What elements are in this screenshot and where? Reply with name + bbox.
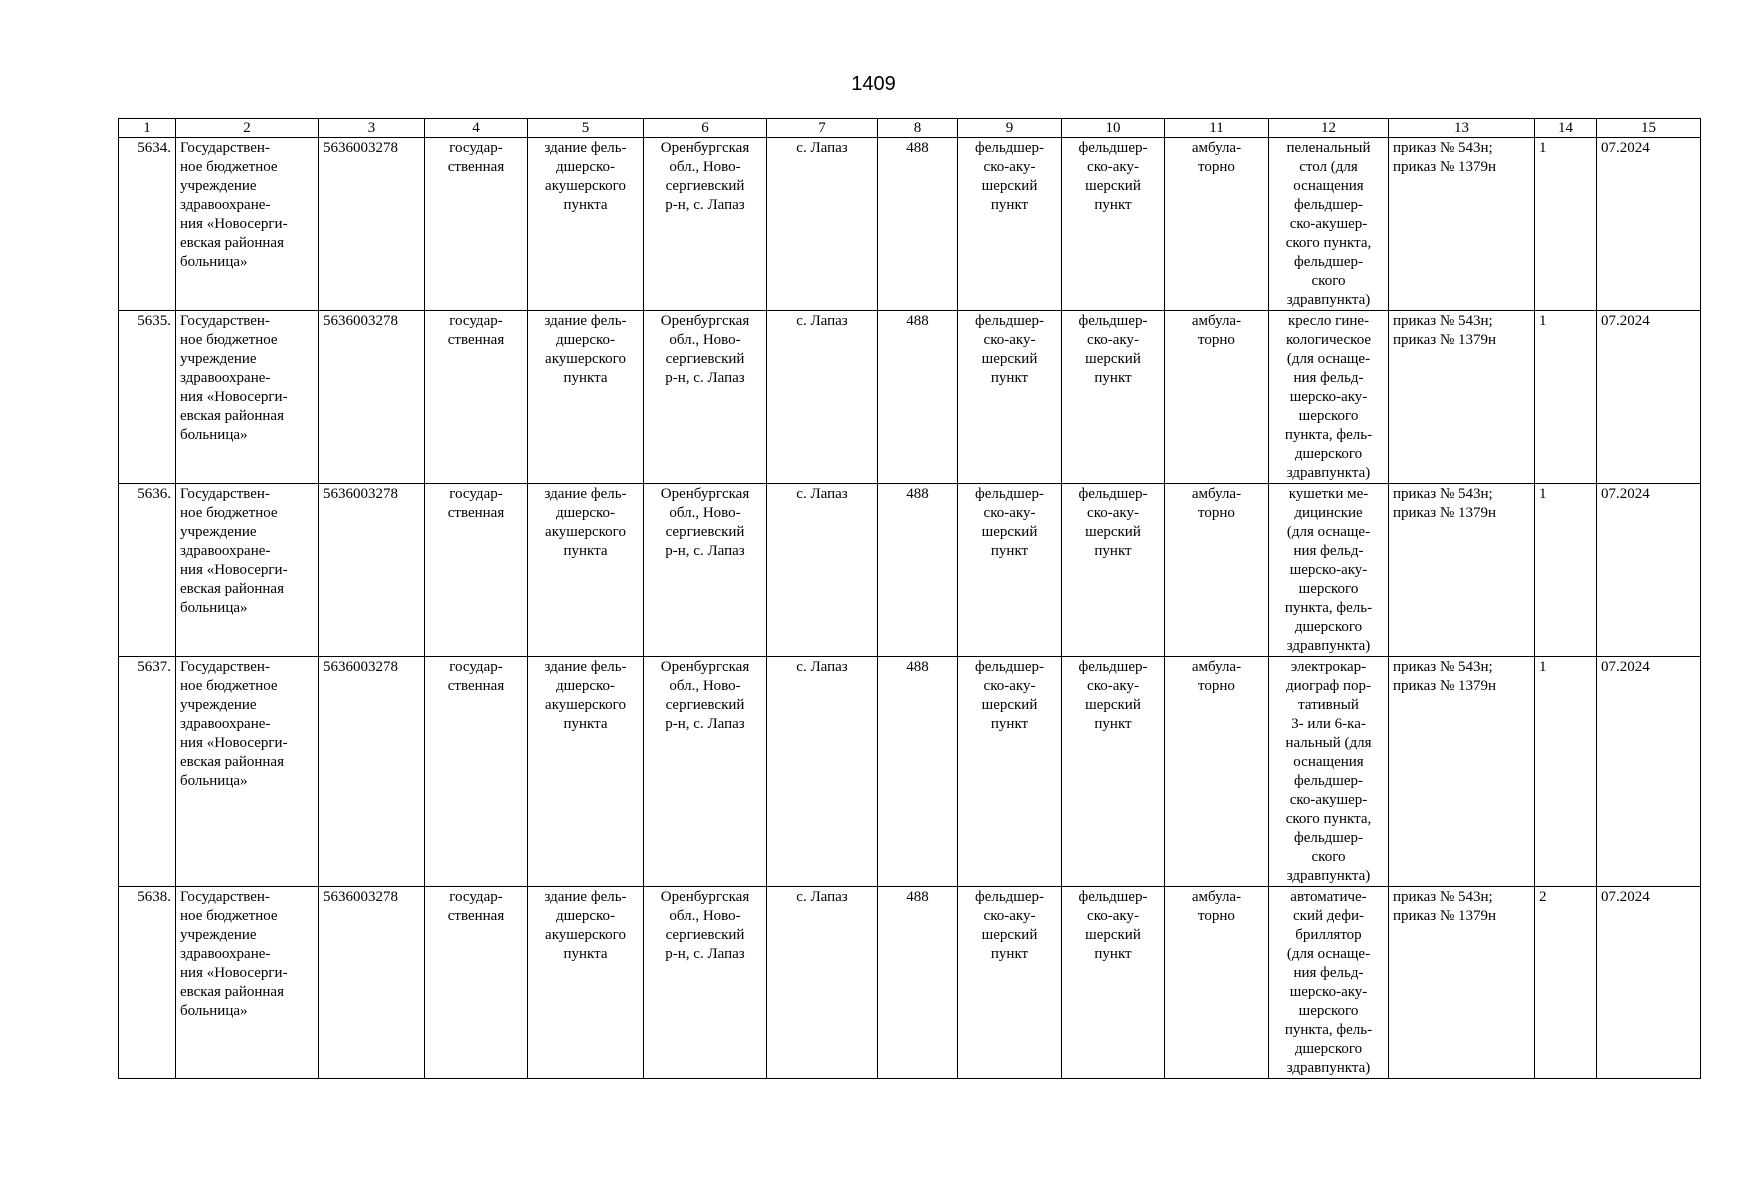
column-header: 13 (1389, 119, 1535, 138)
equipment-cell: автоматиче- ский дефи- бриллятор (для оснаще- ния фельд- шерско-аку- шерского пункта, фель- дшерского здравпункта) (1269, 887, 1389, 1079)
row-number: 5635. (119, 311, 176, 484)
ownership-cell: государ- ственная (425, 138, 528, 311)
column-header: 7 (767, 119, 878, 138)
equipment-cell: пеленальный стол (для оснащения фельдшер- ско-акушер- ского пункта, фельдшер- ского здравпункта) (1269, 138, 1389, 311)
inn-cell: 5636003278 (319, 657, 425, 887)
unit-type-cell: фельдшер- ско-аку- шерский пункт (1062, 887, 1165, 1079)
row-number: 5636. (119, 484, 176, 657)
table-row (119, 138, 1701, 311)
code-cell: 488 (878, 484, 958, 657)
care-mode-cell: амбула- торно (1165, 887, 1269, 1079)
orders-cell: приказ № 543н; приказ № 1379н (1389, 311, 1535, 484)
settlement-cell: с. Лапаз (767, 657, 878, 887)
equipment-registry-table (118, 118, 1701, 1079)
column-number-row (119, 119, 1701, 138)
orders-cell: приказ № 543н; приказ № 1379н (1389, 484, 1535, 657)
organization-name: Государствен- ное бюджетное учреждение здравоохране- ния «Новосерги- евская районная больница» (176, 484, 319, 657)
unit-cell: фельдшер- ско-аку- шерский пункт (958, 887, 1062, 1079)
row-number: 5638. (119, 887, 176, 1079)
equipment-cell: кушетки ме- дицинские (для оснаще- ния фельд- шерско-аку- шерского пункта, фель- дшерского здравпункта) (1269, 484, 1389, 657)
column-header: 5 (528, 119, 644, 138)
column-header: 10 (1062, 119, 1165, 138)
address-cell: Оренбургская обл., Ново- сергиевский р-н, с. Лапаз (644, 138, 767, 311)
table-row (119, 887, 1701, 1079)
organization-name: Государствен- ное бюджетное учреждение здравоохране- ния «Новосерги- евская районная больница» (176, 138, 319, 311)
column-header: 15 (1597, 119, 1701, 138)
code-cell: 488 (878, 657, 958, 887)
address-cell: Оренбургская обл., Ново- сергиевский р-н, с. Лапаз (644, 484, 767, 657)
column-header: 9 (958, 119, 1062, 138)
orders-cell: приказ № 543н; приказ № 1379н (1389, 887, 1535, 1079)
date-cell: 07.2024 (1597, 887, 1701, 1079)
care-mode-cell: амбула- торно (1165, 657, 1269, 887)
address-cell: Оренбургская обл., Ново- сергиевский р-н, с. Лапаз (644, 311, 767, 484)
quantity-cell: 1 (1535, 311, 1597, 484)
settlement-cell: с. Лапаз (767, 484, 878, 657)
column-header: 1 (119, 119, 176, 138)
column-header: 2 (176, 119, 319, 138)
care-mode-cell: амбула- торно (1165, 138, 1269, 311)
code-cell: 488 (878, 311, 958, 484)
organization-name: Государствен- ное бюджетное учреждение здравоохране- ния «Новосерги- евская районная больница» (176, 887, 319, 1079)
table-row (119, 311, 1701, 484)
unit-cell: фельдшер- ско-аку- шерский пункт (958, 138, 1062, 311)
building-cell: здание фель- дшерско- акушерского пункта (528, 484, 644, 657)
ownership-cell: государ- ственная (425, 484, 528, 657)
ownership-cell: государ- ственная (425, 887, 528, 1079)
equipment-cell: кресло гине- кологическое (для оснаще- ния фельд- шерско-аку- шерского пункта, фель- дшерского здравпункта) (1269, 311, 1389, 484)
settlement-cell: с. Лапаз (767, 138, 878, 311)
inn-cell: 5636003278 (319, 311, 425, 484)
row-number: 5637. (119, 657, 176, 887)
column-header: 12 (1269, 119, 1389, 138)
address-cell: Оренбургская обл., Ново- сергиевский р-н, с. Лапаз (644, 657, 767, 887)
table-row (119, 484, 1701, 657)
page-number: 1409 (851, 73, 896, 95)
ownership-cell: государ- ственная (425, 657, 528, 887)
unit-cell: фельдшер- ско-аку- шерский пункт (958, 484, 1062, 657)
equipment-cell: электрокар- диограф пор- тативный 3- или 6-ка- нальный (для оснащения фельдшер- ско-акушер- ского пункта, фельдшер- ского здравпункта) (1269, 657, 1389, 887)
date-cell: 07.2024 (1597, 311, 1701, 484)
column-header: 3 (319, 119, 425, 138)
address-cell: Оренбургская обл., Ново- сергиевский р-н, с. Лапаз (644, 887, 767, 1079)
inn-cell: 5636003278 (319, 484, 425, 657)
unit-type-cell: фельдшер- ско-аку- шерский пункт (1062, 484, 1165, 657)
quantity-cell: 1 (1535, 657, 1597, 887)
unit-cell: фельдшер- ско-аку- шерский пункт (958, 657, 1062, 887)
building-cell: здание фель- дшерско- акушерского пункта (528, 138, 644, 311)
quantity-cell: 1 (1535, 138, 1597, 311)
column-header: 14 (1535, 119, 1597, 138)
orders-cell: приказ № 543н; приказ № 1379н (1389, 657, 1535, 887)
unit-type-cell: фельдшер- ско-аку- шерский пункт (1062, 657, 1165, 887)
settlement-cell: с. Лапаз (767, 311, 878, 484)
unit-type-cell: фельдшер- ско-аку- шерский пункт (1062, 311, 1165, 484)
quantity-cell: 2 (1535, 887, 1597, 1079)
building-cell: здание фель- дшерско- акушерского пункта (528, 887, 644, 1079)
settlement-cell: с. Лапаз (767, 887, 878, 1079)
code-cell: 488 (878, 887, 958, 1079)
column-header: 4 (425, 119, 528, 138)
quantity-cell: 1 (1535, 484, 1597, 657)
building-cell: здание фель- дшерско- акушерского пункта (528, 311, 644, 484)
care-mode-cell: амбула- торно (1165, 311, 1269, 484)
code-cell: 488 (878, 138, 958, 311)
column-header: 8 (878, 119, 958, 138)
inn-cell: 5636003278 (319, 887, 425, 1079)
unit-type-cell: фельдшер- ско-аку- шерский пункт (1062, 138, 1165, 311)
inn-cell: 5636003278 (319, 138, 425, 311)
column-header: 6 (644, 119, 767, 138)
date-cell: 07.2024 (1597, 138, 1701, 311)
organization-name: Государствен- ное бюджетное учреждение здравоохране- ния «Новосерги- евская районная больница» (176, 657, 319, 887)
organization-name: Государствен- ное бюджетное учреждение здравоохране- ния «Новосерги- евская районная больница» (176, 311, 319, 484)
column-header: 11 (1165, 119, 1269, 138)
building-cell: здание фель- дшерско- акушерского пункта (528, 657, 644, 887)
date-cell: 07.2024 (1597, 484, 1701, 657)
row-number: 5634. (119, 138, 176, 311)
orders-cell: приказ № 543н; приказ № 1379н (1389, 138, 1535, 311)
ownership-cell: государ- ственная (425, 311, 528, 484)
date-cell: 07.2024 (1597, 657, 1701, 887)
care-mode-cell: амбула- торно (1165, 484, 1269, 657)
table-row (119, 657, 1701, 887)
unit-cell: фельдшер- ско-аку- шерский пункт (958, 311, 1062, 484)
